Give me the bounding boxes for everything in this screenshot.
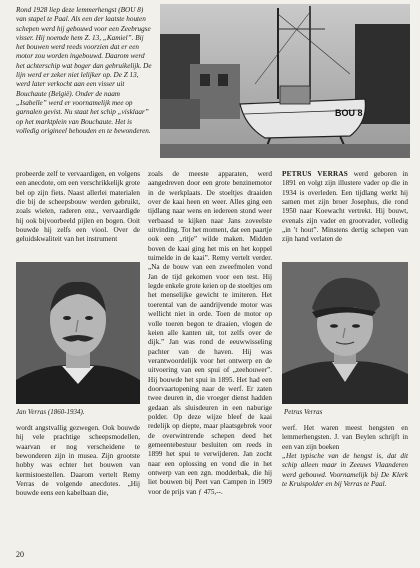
column-3-top <box>282 170 408 245</box>
portrait-petrus-verras <box>282 262 408 404</box>
portrait-2-caption: Petrus Verras <box>284 408 323 416</box>
column-3-top-body: werd geboren in 1891 en volgt zijn illustere vader op die in 1934 is overleden. Een tijdlang werkt hij samen met zijn broer Josephus, die rond 1950 naar Koewacht vertrekt. Hij bouwt, evenals zijn vader en grootvader, volledig „in 't hout”. Minstens dertig schepen van zijn hand verlaten de <box>282 170 408 244</box>
portrait-jan-verras <box>16 262 140 404</box>
column-1-bottom-text: wordt angstvallig gezwegen. Ook bouwde hij vele prachtige scheepsmodellen, waarvan er nog verscheidene te bewonderen zijn in musea. Zijn grootste hobby was echter het bouwen van kermistoestellen. Daarom vertelt Remy Verras de volgende anecdotes. „Hij bouwde eens een kabelbaan die, <box>16 424 140 498</box>
column-3-bottom-rest: „Het typische van de hengst is, dat dit schip alleen maar in Zeeuws Vlaanderen werd gebouwd. Voornamelijk bij De Klerk te Kruispolder en bij Verras te Paal. <box>282 452 408 489</box>
boat-photo <box>160 4 410 158</box>
page-number: 20 <box>16 550 24 559</box>
person-name-petrus: PETRUS VERRAS <box>282 170 349 178</box>
column-3-top-text <box>282 170 408 245</box>
column-1-top <box>16 170 140 245</box>
column-2-text: zoals de meeste apparaten, werd aangedreven door een grote benzinemotor in de werkplaats. De stoeltjes draaiden over de kaai heen en weer. Alles ging een tijdlang naar wens en iedereen stond weer verbaasd te kijken naar Jans zoveelste uitvinding. Tot het moment, dat een paartje ook een „ritje” wilde maken. Midden boven de kaai ging het mis en het koppel tuimelde in de kaai”. Remy vertelt verder. „Na de bouw van een zweefmolen vond Jan de tijd gekomen voor een test. Hij legde enkele grote keien op de stoeltjes om het menselijke gewicht te imiteren. Het toerental van de aandrijvende motor was wellicht niet in orde. Toen de motor op volle toeren begon te draaien, vlogen de keien alle kanten uit, tot zelfs over de dijk.” Jan was rond de eeuwwisseling pachter van de haven. Hij was verantwoordelijk voor het ontwerp en de uitvoering van een spui of „zeehouwer”. Hij bouwde het spui in 1895. Het had een doorvaartopening naar de werf. Er zaten twee deuren in, die vroeger dienst hadden gedaan als sluisdeuren in een naburige polder. Op deze wijze bleef de kaai redelijk op diepte, maar plaatsgebrek voor de overwintrende schepen deed het gemeentebestuur besluiten om reeds in 1899 het spui te verwijderen. Jan zocht naar een oplossing en vond die in het ontwerp van een zgn. modderbak, die hij liet bouwen bij Peet van Campen in 1909 voor de prijs van ƒ 475,--. <box>148 170 272 496</box>
column-2 <box>148 170 272 497</box>
column-1-top-text: probeerde zelf te vervaardigen, en volgens een anecdote, om een verschrikkelijk grote bel op zijn fiets. Naast allerlei materialen die bij de scheepsbouw werden gebruikt, zoals wielen, raderen enz., vervaardigde hij ook bijvoorbeeld pijlen en bogen. Ooit bouwde hij zelfs een viool. Over de geluidskwaliteit van het instrument <box>16 170 140 244</box>
column-3-bottom-lead: werf. Het waren meest hengsten en lemmerhengsten. J. van Beylen schrijft in een van zijn boeken <box>282 424 408 451</box>
hull-lettering: BOU 8 <box>335 108 363 118</box>
intro-caption: Rond 1928 liep deze lemmerhengst (BOU 8) van stapel te Paal. Als een der laatste houten schepen werd hij gebouwd voor een Zeebrugse visser. Hij noemde hem Z. 13, „Kamiel”. Bij het bouwen werd reeds voorzien dat er een motor zou worden ingebouwd. Daarom werd het achterschip wat boger dan gebruikelijk. De lijn werd er zeker niet lelijker op. De Z 13, werd later verkocht aan een visser uit Bouchaute (België). Onder de naam „Isabelle” werd er voornamelijk mee op garnalen gevist. Nu staat het schip „visklaar” op het marktplein van Bouchaute. Het is volledig origineel behouden en te bewonderen. <box>16 6 152 135</box>
portrait-1-caption: Jan Verras (1860-1934). <box>16 408 85 416</box>
column-3-bottom <box>282 424 408 489</box>
column-1-bottom <box>16 424 140 499</box>
